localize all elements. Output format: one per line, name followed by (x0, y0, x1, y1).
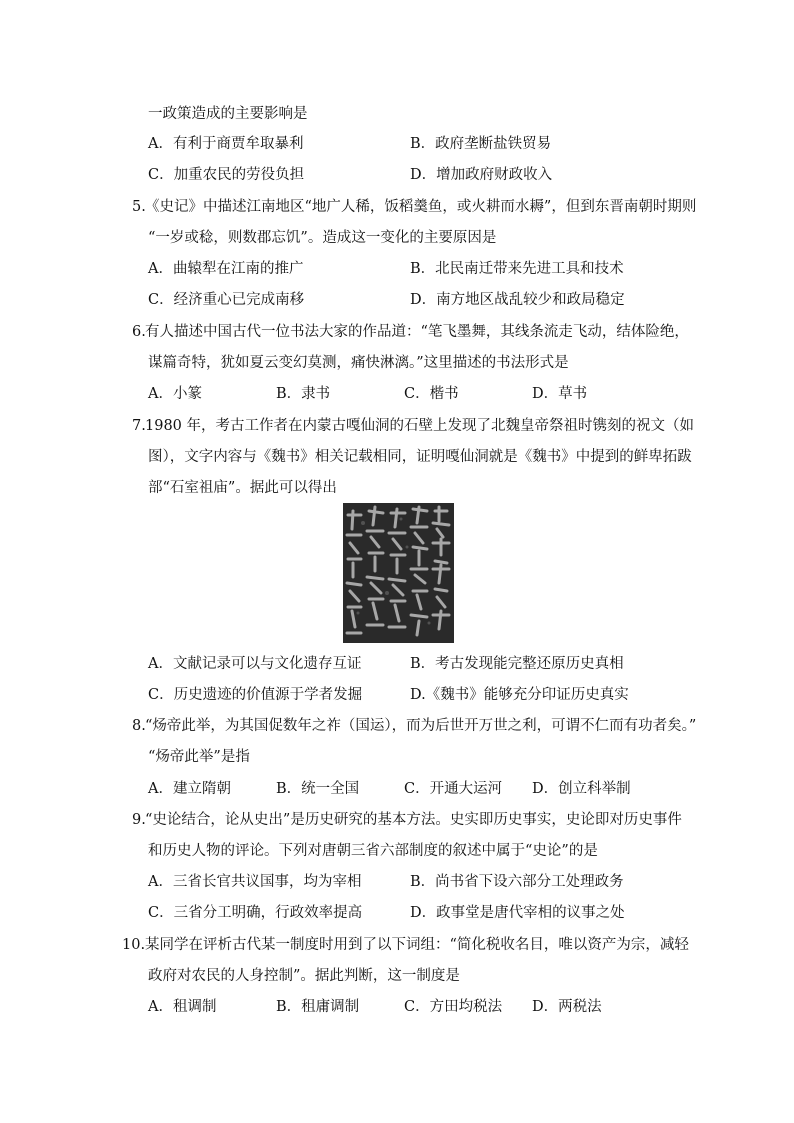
q10-stem-line-2: 政府对农民的人身控制”。据此判断，这一制度是 (148, 968, 460, 984)
q9-option-b: B．尚书省下设六部分工处理政务 (410, 874, 624, 890)
q9-number: 9. (132, 812, 146, 828)
q5-number: 5. (132, 199, 146, 215)
q4-option-d: D．增加政府财政收入 (410, 167, 553, 183)
q10-option-a: A．租调制 (148, 999, 217, 1015)
q9-option-a: A．三省长官共议国事，均为宰相 (148, 874, 362, 890)
q7-stem-line-3: 部“石室祖庙”。据此可以得出 (148, 480, 337, 496)
q6-number: 6. (132, 324, 146, 340)
q7-option-b: B．考古发现能完整还原历史真相 (410, 656, 624, 672)
q8-number: 8. (132, 718, 146, 734)
q9-option-c: C．三省分工明确，行政效率提高 (148, 905, 363, 921)
q5-stem-line-2: “一岁或稔，则数郡忘饥”。造成这一变化的主要原因是 (148, 230, 497, 246)
q10-number: 10. (122, 937, 146, 953)
q5-option-b: B．北民南迁带来先进工具和技术 (410, 261, 624, 277)
q8-option-a: A．建立隋朝 (148, 781, 231, 797)
q6-option-c: C．楷书 (404, 386, 459, 402)
q9-stem-line-1: “史论结合，论从史出”是历史研究的基本方法。史实即历史事实，史论即对历史事件 (145, 812, 682, 828)
q5-stem-line-1: 《史记》中描述江南地区“地广人稀，饭稻羹鱼，或火耕而水耨”，但到东晋南朝时期则 (145, 199, 697, 215)
q7-number: 7. (132, 418, 146, 434)
q10-option-c: C．方田均税法 (404, 999, 503, 1015)
q10-stem-line-1: 某同学在评析古代某一制度时用到了以下词组：“简化税收名目，唯以资产为宗，减轻 (145, 937, 689, 953)
q8-stem-line-1: “炀帝此举，为其国促数年之祚（国运），而为后世开万世之利，可谓不仁而有功者矣。” (145, 718, 697, 734)
q7-stem-line-2: 图），文字内容与《魏书》相关记载相同，证明嘎仙洞就是《魏书》中提到的鲜卑拓跋 (148, 449, 692, 465)
q7-option-a: A．文献记录可以与文化遗存互证 (148, 656, 362, 672)
q6-option-d: D．草书 (532, 386, 588, 402)
q5-option-c: C．经济重心已完成南移 (148, 292, 305, 308)
q10-option-d: D．两税法 (532, 999, 602, 1015)
q4-option-a: A．有利于商贾牟取暴利 (148, 136, 304, 152)
q4-stem-line-1: 一政策造成的主要影响是 (148, 106, 308, 122)
q5-option-d: D．南方地区战乱较少和政局稳定 (410, 292, 625, 308)
q10-option-b: B．租庸调制 (276, 999, 360, 1015)
q5-option-a: A．曲辕犁在江南的推广 (148, 261, 304, 277)
q8-option-d: D．创立科举制 (532, 781, 631, 797)
q4-option-c: C．加重农民的劳役负担 (148, 167, 305, 183)
q6-option-a: A．小篆 (148, 386, 202, 402)
q7-option-d: D.《魏书》能够充分印证历史真实 (410, 687, 629, 703)
q7-option-c: C．历史遗迹的价值源于学者发掘 (148, 687, 363, 703)
q8-option-b: B．统一全国 (276, 781, 360, 797)
q9-stem-line-2: 和历史人物的评论。下列对唐朝三省六部制度的叙述中属于“史论”的是 (148, 843, 598, 859)
inscription-rubbing-image (343, 503, 454, 643)
q9-option-d: D．政事堂是唐代宰相的议事之处 (410, 905, 625, 921)
q6-stem-line-1: 有人描述中国古代一位书法大家的作品道：“笔飞墨舞，其线条流走飞动，结体险绝， (145, 324, 689, 340)
q8-option-c: C．开通大运河 (404, 781, 503, 797)
q6-option-b: B．隶书 (276, 386, 331, 402)
q4-option-b: B．政府垄断盐铁贸易 (410, 136, 552, 152)
q7-stem-line-1: 1980 年，考古工作者在内蒙古嘎仙洞的石壁上发现了北魏皇帝祭祖时镌刻的祝文（如 (145, 418, 695, 434)
q8-stem-line-2: “炀帝此举”是指 (148, 749, 250, 765)
q6-stem-line-2: 谋篇奇特，犹如夏云变幻莫测，痛快淋漓。”这里描述的书法形式是 (148, 355, 569, 371)
